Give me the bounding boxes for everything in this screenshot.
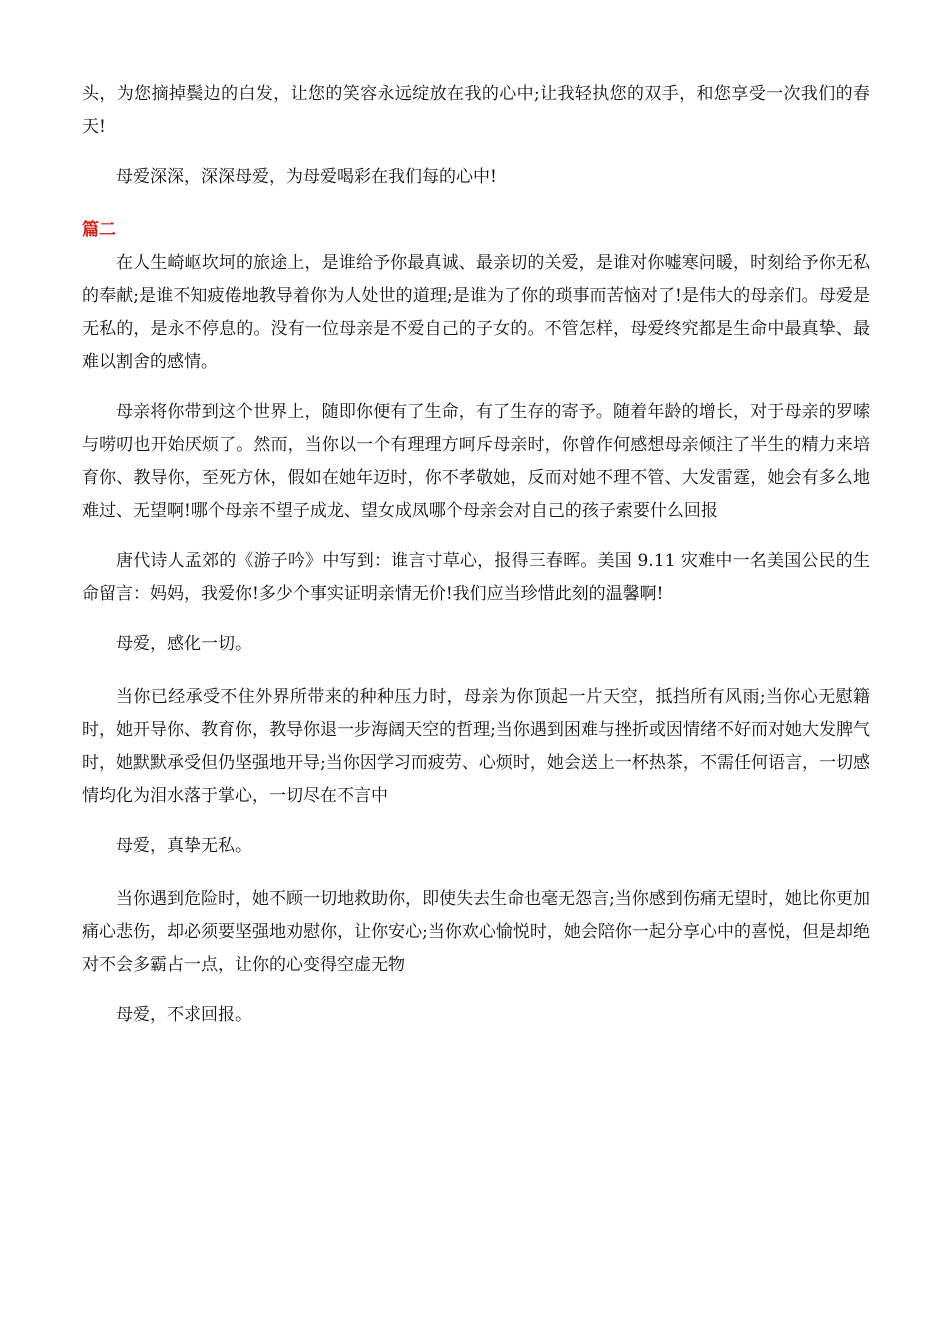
closing-line: 母爱深深，深深母爱，为母爱喝彩在我们每的心中!	[116, 167, 497, 187]
paragraph-motto-1: 母爱，感化一切。	[116, 634, 252, 654]
paragraph-mother-birth: 母亲将你带到这个世界上，随即你便有了生命，有了生存的寄予。随着年龄的增长，对于母亲的罗嗦与唠叨也开始厌烦了。然而，当你以一个有理理方呵斥母亲时，你曾作何感想母亲倾注了半生的精力来培育你、教导你，至死方休，假如在她年迈时，你不孝敬她，反而对她不理不管、大发雷霆，她会有多么地难过、无望啊!哪个母亲不望子成龙、望女成凤哪个母亲会对自己的孩子索要什么回报	[82, 402, 870, 521]
paragraph-poem: 唐代诗人孟郊的《游子吟》中写到：谁言寸草心，报得三春晖。美国 9.11 灾难中一名美国公民的生命留言：妈妈，我爱你!多少个事实证明亲情无价!我们应当珍惜此刻的温馨啊!	[82, 551, 870, 604]
continuation-paragraph: 头，为您摘掉鬓边的白发，让您的笑容永远绽放在我的心中;让我轻执您的双手，和您享受一次我们的春天!	[82, 84, 870, 137]
paragraph-pressure: 当你已经承受不住外界所带来的种种压力时，母亲为你顶起一片天空，抵挡所有风雨;当你心无慰籍时，她开导你、教育你，教导你退一步海阔天空的哲理;当你遇到困难与挫折或因情绪不好而对她大发脾气时，她默默承受但仍坚强地开导;当你因学习而疲劳、心烦时，她会送上一杯热茶，不需任何语言，一切感情均化为泪水落于掌心，一切尽在不言中	[82, 687, 870, 806]
document-page	[82, 78, 870, 1052]
paragraph-motto-3: 母爱，不求回报。	[116, 1005, 252, 1025]
paragraph-motto-2: 母爱，真挚无私。	[116, 836, 252, 856]
section-heading: 篇二	[82, 220, 116, 240]
paragraph-intro: 在人生崎岖坎坷的旅途上，是谁给予你最真诚、最亲切的关爱，是谁对你嘘寒问暖，时刻给予你无私的奉献;是谁不知疲倦地教导着你为人处世的道理;是谁为了你的琐事而苦恼对了!是伟大的母亲们。母爱是无私的，是永不停息的。没有一位母亲是不爱自己的子女的。不管怎样，母爱终究都是生命中最真挚、最难以割舍的感情。	[82, 253, 870, 372]
paragraph-danger: 当你遇到危险时，她不顾一切地救助你，即使失去生命也毫无怨言;当你感到伤痛无望时，她比你更加痛心悲伤，却必须要坚强地劝慰你，让你安心;当你欢心愉悦时，她会陪你一起分享心中的喜悦，但是却绝对不会多霸占一点，让你的心变得空虚无物	[82, 889, 870, 975]
